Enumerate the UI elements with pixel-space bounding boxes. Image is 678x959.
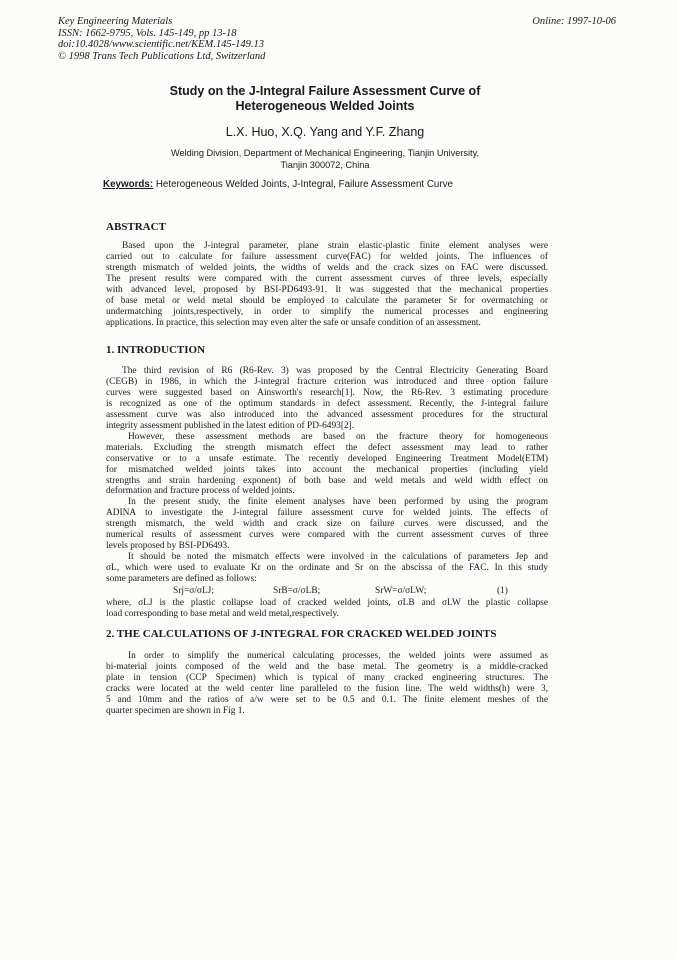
section-2-line: cracks were located at the weld center line paralleled to the fusion line. The weld widths(h) were 3, [106,683,548,694]
intro-line: levels proposed by BSI-PD6493. [106,541,230,552]
authors: L.X. Huo, X.Q. Yang and Y.F. Zhang [225,125,425,139]
intro-line: integrity assessment published in the latest edition of PD-6493[2]. [106,420,355,431]
intro-line: The third revision of R6 (R6-Rev. 3) was proposed by the Central Electricity Generating Board [122,366,548,376]
equation-srj: Srj=σ/σLJ; [173,586,214,596]
online-date: Online: 1997-10-06 [532,16,616,27]
paper-title [100,84,550,114]
affiliation [100,147,550,171]
title-line-1: Study on the J-Integral Failure Assessment Curve of [169,84,481,98]
intro-line: strength mismatch, the weld width and crack size on failure curves were discussed, and the [106,519,548,530]
equation-number: (1) [497,586,508,596]
intro-line: materials. Excluding the strength mismatch effect the defect assessment may lead to rather [106,442,548,453]
keywords-text: Heterogeneous Welded Joints, J-Integral, Failure Assessment Curve [155,179,453,190]
abstract-line: applications. In practice, this selection may even alter the safe or unsafe condition of an assessment. [106,317,481,328]
equation-srb: SrB=σ/σLB; [273,586,321,596]
abstract-line: carried out to calculate for failure assessment curve(FAC) for welded joints. The influences of [106,251,548,262]
intro-line: In the present study, the finite element analyses have been performed by using the program [128,497,548,508]
abstract-line: with advanced level, proposed by BSI-PD6493-91. It was suggested that the mechanical properties [106,284,548,295]
section-2-line: 5 and 10mm and the ratios of a/w were set to be 0.5 and 0.1. The finite element meshes of the [106,694,548,705]
intro-heading: 1. INTRODUCTION [106,344,206,356]
abstract-line: of base metal or weld metal should be employed to calculate the parameter Sr for overmatching or [106,295,548,306]
section-2-line: In order to simplify the numerical calculating processes, the welded joints were assumed as [128,651,548,661]
abstract-line: Based upon the J-integral parameter, plane strain elastic-plastic finite element analyses were [122,241,548,251]
journal-name: Key Engineering Materials [58,16,173,27]
doi-link[interactable]: doi:10.4028/www.scientific.net/KEM.145-149.13 [58,39,264,51]
section-2-line: plate in tension (CCP Specimen) which is typical of many cracked engineering structures. The [106,672,548,683]
section-2-body [106,651,548,717]
intro-line: strengths and strain hardening exponent) of both base and weld metals and weld width effect on [106,475,548,486]
intro-line: It should be noted the mismatch effects were involved in the calculations of parameters Jep and [128,552,548,563]
affiliation-line-2: Tianjin 300072, China [280,160,370,170]
section-2-line: bi-material joints composed of the weld and the base metal. The geometry is a middle-cracked [106,661,548,672]
intro-line: σL, which were used to evaluate Kr on the ordinate and Sr on the abscissa of the FAC. In this study [106,563,548,574]
title-line-2: Heterogeneous Welded Joints [235,99,415,113]
journal-header [58,16,265,62]
equation-srw: SrW=σ/σLW; [375,586,427,596]
intro-line: load corresponding to base metal and weld metal,respectively. [106,608,339,619]
copyright-line: © 1998 Trans Tech Publications Ltd, Switzerland [58,50,266,62]
intro-body [106,366,548,585]
abstract-line: strength mismatch of welded joints, the widths of welds and the crack sizes on FAC were discussed. [106,262,548,273]
intro-line: is recognized as one of the optimum standards in defect assessment. Recently, the J-integral failure [106,398,548,409]
intro-line: (CEGB) in 1986, in which the J-integral fracture criterion was introduced and three option failure [106,376,548,387]
abstract-heading: ABSTRACT [106,221,166,233]
abstract-line: undermatching joints,respectively, in order to simplify the numerical processes and engineering [106,306,548,317]
intro-line: where, σLJ is the plastic collapse load of cracked welded joints, σLB and σLW the plastic collapse [106,598,548,608]
intro-line: curves were suggested based on Ainsworth's research[1]. Now, the R6-Rev. 3 estimating procedure [106,387,548,398]
section-2-line: quarter specimen are shown in Fig 1. [106,705,245,716]
intro-line: conservative or to a unsafe estimate. The recently developed Engineering Treatment Model(ETM) [106,453,548,464]
intro-line: ADINA to investigate the J-integral failure assessment curve for welded joints. The effects of [106,508,548,519]
issn-line: ISSN: 1662-9795, Vols. 145-149, pp 13-18 [58,27,237,39]
keywords-label: Keywords: [103,179,154,190]
affiliation-line-1: Welding Division, Department of Mechanical Engineering, Tianjin University, [170,148,480,158]
abstract-body [106,241,548,329]
intro-line: assessment curve was also introduced into the advanced assessment procedures for the structural [106,409,548,420]
abstract-line: The present results were compared with the current assessment curves of three levels, especially [106,273,548,284]
intro-line: deformation and fracture process of welded joints. [106,486,295,497]
intro-line: for mismatched welded joints takes into account the mechanical properties (including yield [106,464,548,475]
intro-body-cont [106,598,548,620]
intro-line: However, these assessment methods are based on the fracture theory for homogeneous [128,431,548,442]
intro-line: numerical results of assessment curves were compared with the current assessment curves of three [106,530,548,541]
section-2-heading: 2. THE CALCULATIONS OF J-INTEGRAL FOR CRACKED WELDED JOINTS [106,628,497,640]
intro-line: some parameters are defined as follows: [106,574,257,585]
keywords [103,179,453,190]
